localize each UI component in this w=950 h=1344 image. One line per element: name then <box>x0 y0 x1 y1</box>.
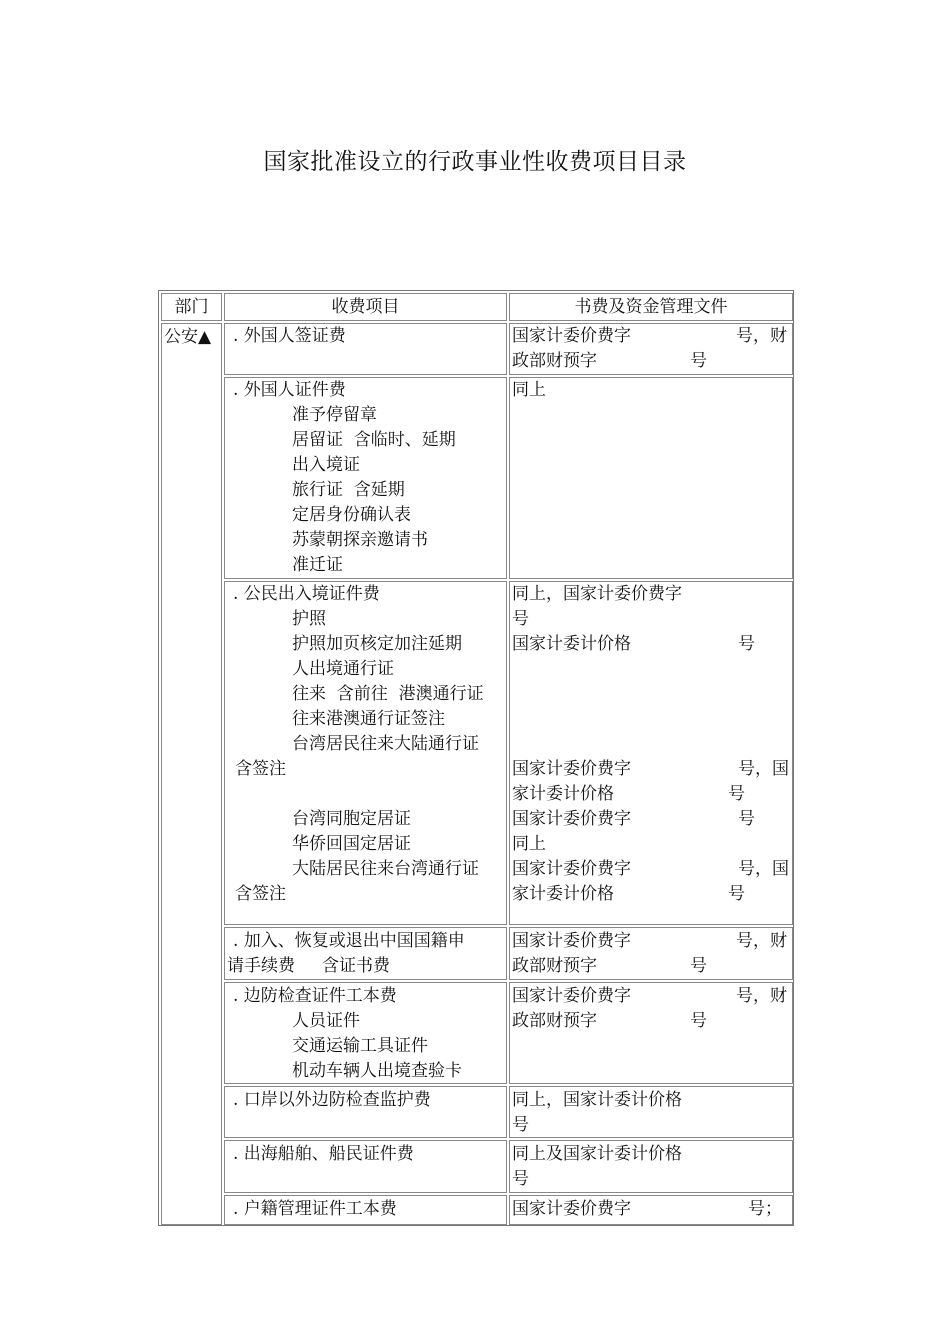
header-cell-doc <box>509 293 793 321</box>
doc-line: 政部财预字 <box>512 956 597 976</box>
doc-line: 家计委计价格 <box>512 784 614 804</box>
header-cell-dept <box>161 293 222 321</box>
doc-line: 国家计委价费字 <box>512 931 631 951</box>
item-line: . 加入、恢复或退出中国国籍申 <box>233 931 465 951</box>
dept-cell <box>161 323 222 1225</box>
dept-value: 公安▲ <box>164 327 212 347</box>
item-line: 含签注 <box>235 884 286 904</box>
table-row-doc-cell <box>509 323 793 375</box>
item-line: 准迁证 <box>292 555 343 575</box>
doc-line: 号 <box>738 634 755 654</box>
item-line: 准予停留章 <box>292 405 377 425</box>
item-line: . 出海船舶、船民证件费 <box>233 1144 414 1164</box>
doc-line: 同上及国家计委计价格 <box>512 1144 682 1164</box>
header-cell-item <box>224 293 507 321</box>
doc-line: 同上，国家计委价费字 <box>512 584 682 604</box>
doc-line: 号 <box>512 1169 529 1189</box>
item-line: 人出境通行证 <box>292 659 394 679</box>
item-line: . 口岸以外边防检查监护费 <box>233 1090 431 1110</box>
item-line: 台湾居民往来大陆通行证 <box>292 734 479 754</box>
table-row-item-cell <box>224 1086 507 1138</box>
item-line: . 户籍管理证件工本费 <box>233 1199 397 1219</box>
table-row-item-cell <box>224 377 507 579</box>
doc-line: 家计委计价格 <box>512 884 614 904</box>
item-line: 往来港澳通行证签注 <box>292 709 445 729</box>
doc-line: 号，国 <box>738 859 789 879</box>
doc-line: 政部财预字 <box>512 1011 597 1031</box>
item-line: 人员证件 <box>292 1011 360 1031</box>
doc-line: 号，国 <box>738 759 789 779</box>
fee-catalog-table <box>158 290 794 1226</box>
doc-line: 号 <box>690 351 707 371</box>
doc-line: 号，财 <box>736 326 787 346</box>
header-dept-label: 部门 <box>174 297 209 317</box>
doc-line: 号 <box>512 1115 529 1135</box>
doc-line: 国家计委价费字 <box>512 326 631 346</box>
doc-line: 同上 <box>512 380 546 400</box>
table-row-item-cell <box>224 581 507 925</box>
table-row-doc-cell <box>509 1086 793 1138</box>
doc-line: 国家计委价费字 <box>512 759 631 779</box>
doc-line: 号，财 <box>736 986 787 1006</box>
doc-line: 政部财预字 <box>512 351 597 371</box>
item-line: 定居身份确认表 <box>292 505 411 525</box>
table-row-doc-cell <box>509 581 793 925</box>
item-line: 往来 含前往 港澳通行证 <box>292 684 484 704</box>
table-row-doc-cell <box>509 1140 793 1193</box>
table-row-item-cell <box>224 1195 507 1225</box>
table-row-doc-cell <box>509 927 793 980</box>
item-line: . 外国人证件费 <box>233 380 346 400</box>
item-line: 交通运输工具证件 <box>292 1036 428 1056</box>
doc-line: 国家计委计价格 <box>512 634 631 654</box>
item-line: 护照 <box>292 609 326 629</box>
item-line: 护照加页核定加注延期 <box>292 634 462 654</box>
table-row-doc-cell <box>509 1195 793 1225</box>
page-title: 国家批准设立的行政事业性收费项目目录 <box>263 149 687 175</box>
table-row-item-cell <box>224 323 507 375</box>
item-line: . 公民出入境证件费 <box>233 584 380 604</box>
doc-line: 国家计委价费字 <box>512 859 631 879</box>
doc-line: 国家计委价费字 <box>512 986 631 1006</box>
item-line: 台湾同胞定居证 <box>292 809 411 829</box>
doc-line: 号； <box>748 1199 782 1219</box>
doc-line: 号，财 <box>736 931 787 951</box>
item-line: 含签注 <box>235 759 286 779</box>
doc-line: 号 <box>690 956 707 976</box>
doc-line: 号 <box>728 884 745 904</box>
item-line: 大陆居民往来台湾通行证 <box>292 859 479 879</box>
doc-line: 同上 <box>512 834 546 854</box>
header-doc-label: 书费及资金管理文件 <box>574 297 728 317</box>
item-line: 机动车辆人出境查验卡 <box>292 1061 462 1081</box>
doc-line: 同上，国家计委计价格 <box>512 1090 682 1110</box>
item-line: 华侨回国定居证 <box>292 834 411 854</box>
table-row-item-cell <box>224 1140 507 1193</box>
table-row-item-cell <box>224 982 507 1084</box>
item-line: 旅行证 含延期 <box>292 480 405 500</box>
table-row-doc-cell <box>509 377 793 579</box>
table-row-item-cell <box>224 927 507 980</box>
item-line: . 边防检查证件工本费 <box>233 986 397 1006</box>
item-line: 出入境证 <box>292 455 360 475</box>
doc-line: 国家计委价费字 <box>512 809 631 829</box>
doc-line: 号 <box>512 609 529 629</box>
table-row-doc-cell <box>509 982 793 1084</box>
item-line: . 外国人签证费 <box>233 326 346 346</box>
doc-line: 号 <box>738 809 755 829</box>
doc-line: 号 <box>728 784 745 804</box>
item-line: 苏蒙朝探亲邀请书 <box>292 530 428 550</box>
doc-line: 号 <box>690 1011 707 1031</box>
item-line: 居留证 含临时、延期 <box>292 430 456 450</box>
header-item-label: 收费项目 <box>331 297 400 317</box>
doc-line: 国家计委价费字 <box>512 1199 631 1219</box>
item-line: 请手续费 含证书费 <box>227 956 391 976</box>
